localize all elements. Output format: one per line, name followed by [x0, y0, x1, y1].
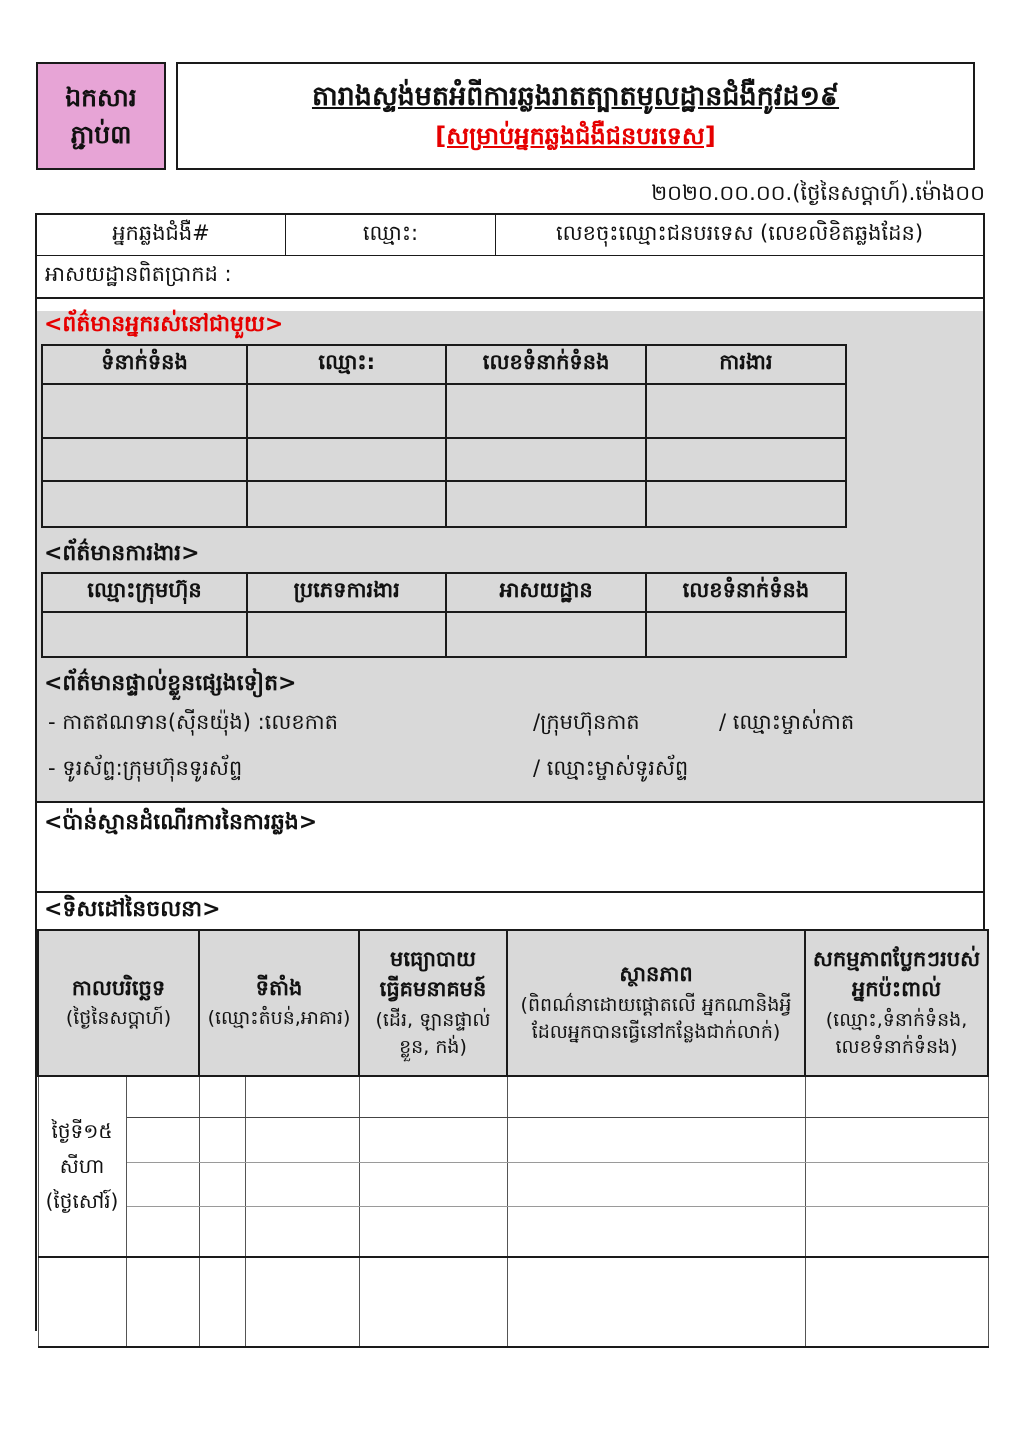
movement-date-cell: ថ្ងៃទី១៥ សីហា (ថ្ងៃសៅរ៍)	[38, 1076, 126, 1257]
phone-line	[37, 755, 983, 789]
empty-cell	[42, 384, 247, 438]
empty-cell	[646, 481, 846, 527]
empty-cell	[507, 1117, 805, 1162]
movement-row-last	[38, 1257, 988, 1347]
empty-cell	[199, 1206, 245, 1257]
empty-cell	[126, 1076, 199, 1117]
empty-cell	[199, 1076, 245, 1117]
empty-cell	[199, 1117, 245, 1162]
work-header-jobtype: ប្រភេទការងារ	[247, 573, 446, 612]
attachment-badge	[36, 62, 166, 170]
movement-row	[38, 1117, 988, 1162]
movement-row	[38, 1206, 988, 1257]
empty-cell	[38, 1257, 126, 1347]
household-header-phone: លេខទំនាក់ទំនង	[446, 345, 645, 384]
empty-cell	[646, 384, 846, 438]
work-empty-row	[42, 612, 846, 657]
work-header-phone: លេខទំនាក់ទំនង	[646, 573, 846, 612]
card-owner-label: / ឈ្មោះម្ចាស់កាត	[719, 709, 855, 734]
patient-name-label-cell: ឈ្មោះ:	[286, 215, 496, 255]
document-title: តារាងស្ទង់មតអំពីការឆ្លងរាតត្បាតមូលដ្ឋានជំងឺកូវដ១៩	[311, 81, 840, 113]
estimate-section	[37, 803, 983, 893]
title-box	[176, 62, 975, 170]
empty-cell	[42, 438, 247, 481]
document-subtitle: [សម្រាប់អ្នកឆ្លងជំងឺជនបរទេស]	[435, 121, 716, 150]
empty-cell	[805, 1076, 988, 1117]
movement-table	[37, 929, 989, 1348]
badge-line-2: ភ្ជាប់៣	[70, 120, 132, 149]
empty-cell	[805, 1117, 988, 1162]
personal-section-title: <ព័ត៌មានផ្ទាល់ខ្លួនផ្សេងទៀត>	[44, 671, 297, 697]
work-section-title: <ព័ត៌មានការងារ>	[44, 540, 200, 566]
empty-cell	[245, 1076, 359, 1117]
empty-cell	[359, 1162, 507, 1206]
movement-header-transport: មធ្យោបាយធ្វើគមនាគមន៍ (ដើរ, ឡានផ្ទាល់ខ្លួន, កង់)	[359, 930, 507, 1076]
household-empty-row	[42, 384, 846, 438]
empty-cell	[245, 1162, 359, 1206]
card-company-label: /ក្រុមហ៊ុនកាត	[533, 709, 640, 734]
empty-cell	[245, 1257, 359, 1347]
patient-row	[37, 215, 983, 256]
empty-cell	[805, 1257, 988, 1347]
empty-cell	[245, 1206, 359, 1257]
empty-cell	[42, 481, 247, 527]
empty-cell	[446, 612, 645, 657]
empty-cell	[247, 481, 446, 527]
empty-cell	[446, 481, 645, 527]
credit-card-label: - កាតឥណទាន(ស៊ីនយ៉ុង) :លេខកាត	[48, 709, 338, 734]
movement-header-row	[38, 930, 988, 1076]
empty-cell	[507, 1257, 805, 1347]
address-label: អាសយដ្ឋានពិតប្រាកដ :	[45, 262, 232, 286]
movement-header-contacts: សកម្មភាពប្លែកៗរបស់អ្នកប៉ះពាល់ (ឈ្មោះ,ទំនាក់ទំនង, លេខទំនាក់ទំនង)	[805, 930, 988, 1076]
movement-row	[38, 1076, 988, 1117]
work-header-address: អាសយដ្ឋាន	[446, 573, 645, 612]
empty-cell	[805, 1162, 988, 1206]
household-empty-row	[42, 481, 846, 527]
empty-cell	[359, 1117, 507, 1162]
household-header-job: ការងារ	[646, 345, 846, 384]
work-header-company: ឈ្មោះក្រុមហ៊ុន	[42, 573, 247, 612]
movement-row	[38, 1162, 988, 1206]
empty-cell	[805, 1206, 988, 1257]
household-section-title: <ព័ត៌មានអ្នករស់នៅជាមួយ>	[44, 312, 284, 337]
empty-cell	[247, 384, 446, 438]
work-table	[41, 572, 847, 658]
empty-cell	[42, 612, 247, 657]
household-empty-row	[42, 438, 846, 481]
empty-cell	[126, 1257, 199, 1347]
grey-sections	[37, 311, 983, 803]
movement-section-title-row	[37, 893, 983, 929]
empty-cell	[126, 1162, 199, 1206]
estimate-section-title: <ប៉ាន់ស្មានដំណើរការនៃការឆ្លង>	[44, 810, 318, 835]
empty-cell	[247, 612, 446, 657]
empty-cell	[646, 438, 846, 481]
movement-header-situation: ស្ថានភាព (ពិពណ៌នាដោយផ្តោតលើ អ្នកណានិងអ្វីដែលអ្នកបានធ្វើនៅកន្លែងជាក់លាក់)	[507, 930, 805, 1076]
empty-cell	[446, 438, 645, 481]
badge-line-1: ឯកសារ	[65, 82, 137, 112]
empty-cell	[359, 1076, 507, 1117]
movement-section-title: <ទិសដៅនៃចលនា>	[44, 897, 221, 922]
empty-cell	[199, 1162, 245, 1206]
empty-cell	[126, 1117, 199, 1162]
movement-header-date: កាលបរិច្ឆេទ (ថ្ងៃនៃសប្តាហ៍)	[38, 930, 199, 1076]
foreign-reg-label-cell: លេខចុះឈ្មោះជនបរទេស (លេខលិខិតឆ្លងដែន)	[555, 220, 924, 245]
empty-cell	[646, 612, 846, 657]
empty-cell	[199, 1257, 245, 1347]
address-row	[37, 256, 983, 299]
empty-cell	[245, 1117, 359, 1162]
empty-cell	[507, 1206, 805, 1257]
form-body	[35, 213, 985, 1331]
empty-cell	[247, 438, 446, 481]
phone-owner-label: / ឈ្មោះម្ចាស់ទូរស័ព្ទ	[533, 755, 689, 780]
work-header-row	[42, 573, 846, 612]
household-header-name: ឈ្មោះ:	[247, 345, 446, 384]
household-table	[41, 344, 847, 528]
phone-company-label: - ទូរស័ព្ទ:ក្រុមហ៊ុនទូរស័ព្ទ	[48, 755, 243, 780]
credit-card-line	[37, 709, 983, 743]
empty-cell	[507, 1076, 805, 1117]
empty-cell	[359, 1257, 507, 1347]
household-header-row	[42, 345, 846, 384]
empty-cell	[359, 1206, 507, 1257]
household-header-relationship: ទំនាក់ទំនង	[42, 345, 247, 384]
empty-cell	[507, 1162, 805, 1206]
empty-cell	[126, 1206, 199, 1257]
datetime-stamp: ២០២០.០០.០០.(ថ្ងៃនៃសប្តាហ៍).ម៉ោង០០	[651, 181, 985, 205]
patient-id-label-cell: អ្នកឆ្លងជំងឺ#	[37, 215, 286, 255]
empty-cell	[446, 384, 645, 438]
movement-header-location: ទីតាំង (ឈ្មោះតំបន់,អាគារ)	[199, 930, 359, 1076]
